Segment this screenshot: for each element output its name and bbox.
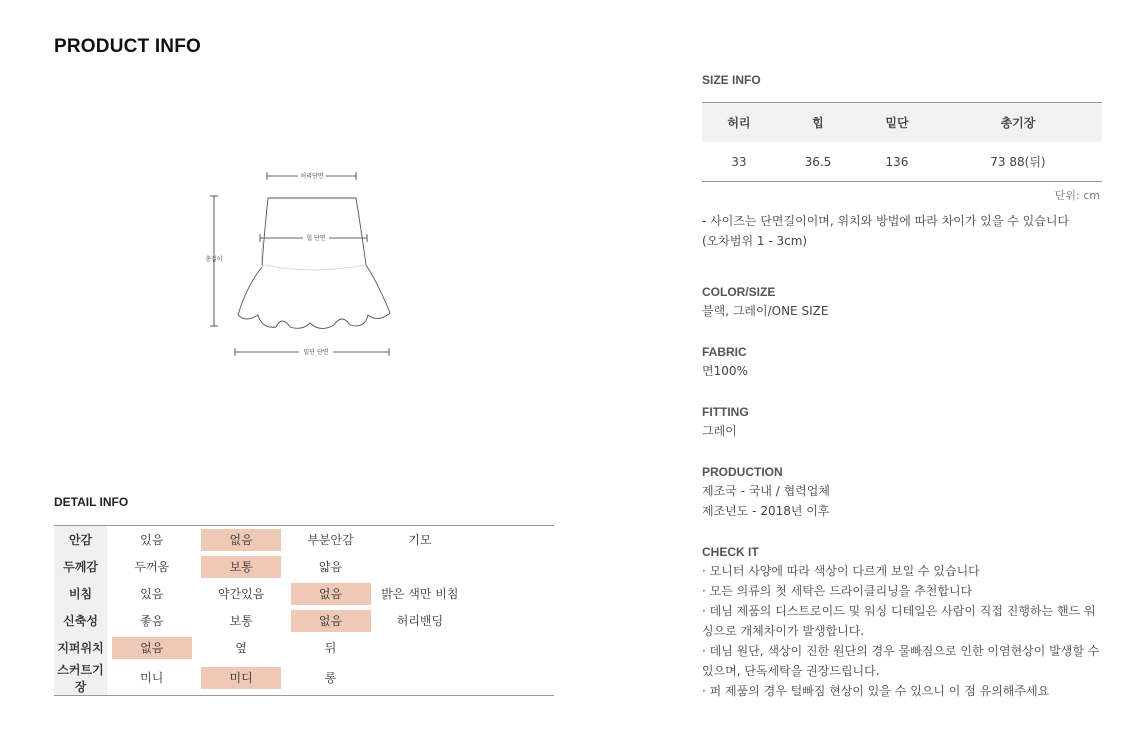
size-note-line1: - 사이즈는 단면길이이며, 위치와 방법에 따라 차이가 있을 수 있습니다: [702, 214, 1070, 228]
detail-option-cell: [465, 634, 554, 661]
size-value-cell: 136: [885, 154, 909, 169]
detail-info-title: DETAIL INFO: [54, 495, 129, 509]
detail-row: [54, 526, 554, 554]
detail-option: [469, 581, 549, 603]
detail-option-cell: [375, 661, 464, 696]
detail-option-cell: [286, 553, 375, 580]
detail-option-cell: [375, 526, 464, 554]
fitting-title: FITTING: [702, 405, 749, 419]
detail-option-cell: [196, 634, 285, 661]
detail-option: 부분안감: [307, 532, 354, 547]
detail-option: [469, 635, 549, 657]
detail-option: [380, 635, 460, 657]
detail-option-cell: [196, 661, 285, 696]
detail-option: 허리밴딩: [396, 613, 444, 628]
detail-option-cell: [196, 607, 285, 634]
size-value-cell: 73 88(뒤): [990, 155, 1046, 169]
size-value-row: [702, 142, 1102, 182]
check-it-item: · 데님 원단, 색상이 진한 원단의 경우 물빠짐으로 인한 이염현상이 발생할 수 있으며, 단독세탁을 권장드립니다.: [702, 644, 1100, 678]
detail-row-label: 신축성: [54, 607, 107, 634]
production-line1: 제조국 - 국내 / 협력업체: [702, 484, 830, 498]
detail-option-cell: [286, 526, 375, 554]
detail-option: [469, 527, 549, 549]
check-it-item: · 모든 의류의 첫 세탁은 드라이클리닝을 추천합니다: [702, 584, 973, 598]
detail-option: [469, 666, 549, 688]
detail-row: [54, 634, 554, 661]
check-it-item: · 모니터 사양에 따라 색상이 다르게 보일 수 있습니다: [702, 564, 980, 578]
detail-option-cell: [465, 526, 554, 554]
detail-option-cell: [286, 580, 375, 607]
size-header-cell: 총기장: [934, 103, 1102, 143]
size-info-title: SIZE INFO: [702, 73, 761, 87]
skirt-outline: [238, 198, 390, 329]
detail-row: [54, 607, 554, 634]
detail-option-cell: [375, 553, 464, 580]
detail-option-cell: [286, 661, 375, 696]
detail-option-cell: [465, 553, 554, 580]
detail-row-label: 두께감: [54, 553, 107, 580]
detail-row: [54, 661, 554, 696]
detail-option-selected: 없음: [291, 610, 371, 632]
detail-option: 있음: [140, 586, 164, 601]
detail-option-cell: [196, 553, 285, 580]
detail-option: 기모: [408, 532, 432, 547]
check-it-item: · 퍼 제품의 경우 털빠짐 현상이 있을 수 있으니 이 점 유의해주세요: [702, 684, 1050, 698]
size-info-table: [702, 102, 1102, 182]
hip-label: 힙 단면: [306, 235, 326, 242]
detail-option-cell: [107, 553, 196, 580]
detail-option: 있음: [140, 532, 164, 547]
detail-option: 뒤: [324, 640, 337, 655]
detail-option-cell: [196, 526, 285, 554]
detail-option: 보통: [229, 613, 253, 628]
detail-option: 롱: [324, 671, 337, 685]
detail-option: [380, 666, 460, 688]
detail-option-selected: 미디: [201, 667, 281, 689]
size-note-line2: (오차범위 1 - 3cm): [702, 234, 808, 248]
detail-option-cell: [286, 607, 375, 634]
detail-option: 좋음: [140, 613, 164, 628]
fitting-value: 그레이: [702, 424, 737, 438]
detail-option-selected: 없음: [201, 529, 281, 551]
detail-option: [469, 554, 549, 576]
detail-option-cell: [196, 580, 285, 607]
detail-option-cell: [375, 634, 464, 661]
hem-label: 밑단 단면: [303, 349, 329, 356]
detail-row-label: 스커트기장: [54, 661, 107, 696]
detail-info-table: [54, 525, 554, 696]
detail-option: 얇음: [318, 559, 343, 574]
size-header-row: [702, 103, 1102, 143]
detail-option: 옆: [235, 640, 247, 655]
production-title: PRODUCTION: [702, 465, 783, 479]
detail-option-cell: [465, 607, 554, 634]
detail-option-cell: [107, 607, 196, 634]
detail-option-cell: [465, 661, 554, 696]
length-label: 총길이: [205, 256, 223, 263]
detail-row: [54, 580, 554, 607]
waist-label: 허리단면: [300, 173, 324, 180]
detail-option-cell: [107, 634, 196, 661]
color-size-title: COLOR/SIZE: [702, 285, 776, 299]
detail-row-label: 지퍼위치: [54, 634, 107, 661]
detail-option: [380, 554, 460, 576]
fabric-title: FABRIC: [702, 345, 747, 359]
detail-option: 밝은 색만 비침: [381, 586, 459, 601]
color-size-value: 블랙, 그레이/ONE SIZE: [702, 304, 829, 318]
detail-option: 두꺼움: [134, 559, 170, 574]
check-it-title: CHECK IT: [702, 545, 759, 559]
detail-option: 미니: [140, 671, 164, 685]
page-title: PRODUCT INFO: [54, 36, 202, 57]
size-header-cell: 힙: [776, 103, 860, 143]
size-header-cell: 허리: [702, 103, 776, 143]
detail-option: 약간있음: [217, 586, 265, 601]
size-value-cell: 36.5: [804, 154, 832, 169]
detail-option-cell: [107, 526, 196, 554]
size-value-cell: 33: [731, 154, 747, 169]
skirt-measurement-diagram: [200, 165, 400, 365]
detail-option-cell: [286, 634, 375, 661]
detail-option-cell: [107, 661, 196, 696]
detail-option-cell: [375, 607, 464, 634]
size-header-cell: 밑단: [860, 103, 934, 143]
fabric-value: 면100%: [702, 364, 748, 378]
detail-row-label: 안감: [54, 526, 107, 554]
detail-option-selected: 보통: [201, 556, 281, 578]
check-it-item: · 데님 제품의 디스트로이드 및 워싱 디테일은 사람이 직접 진행하는 핸드 워싱으로 개체차이가 발생합니다.: [702, 604, 1096, 638]
detail-option-selected: 없음: [112, 637, 192, 659]
size-unit: 단위: cm: [1054, 189, 1100, 202]
detail-row-label: 비침: [54, 580, 107, 607]
detail-option: [469, 608, 549, 630]
detail-option-cell: [465, 580, 554, 607]
production-line2: 제조년도 - 2018년 이후: [702, 504, 830, 518]
detail-option-cell: [375, 580, 464, 607]
detail-option-selected: 없음: [291, 583, 371, 605]
detail-option-cell: [107, 580, 196, 607]
detail-row: [54, 553, 554, 580]
